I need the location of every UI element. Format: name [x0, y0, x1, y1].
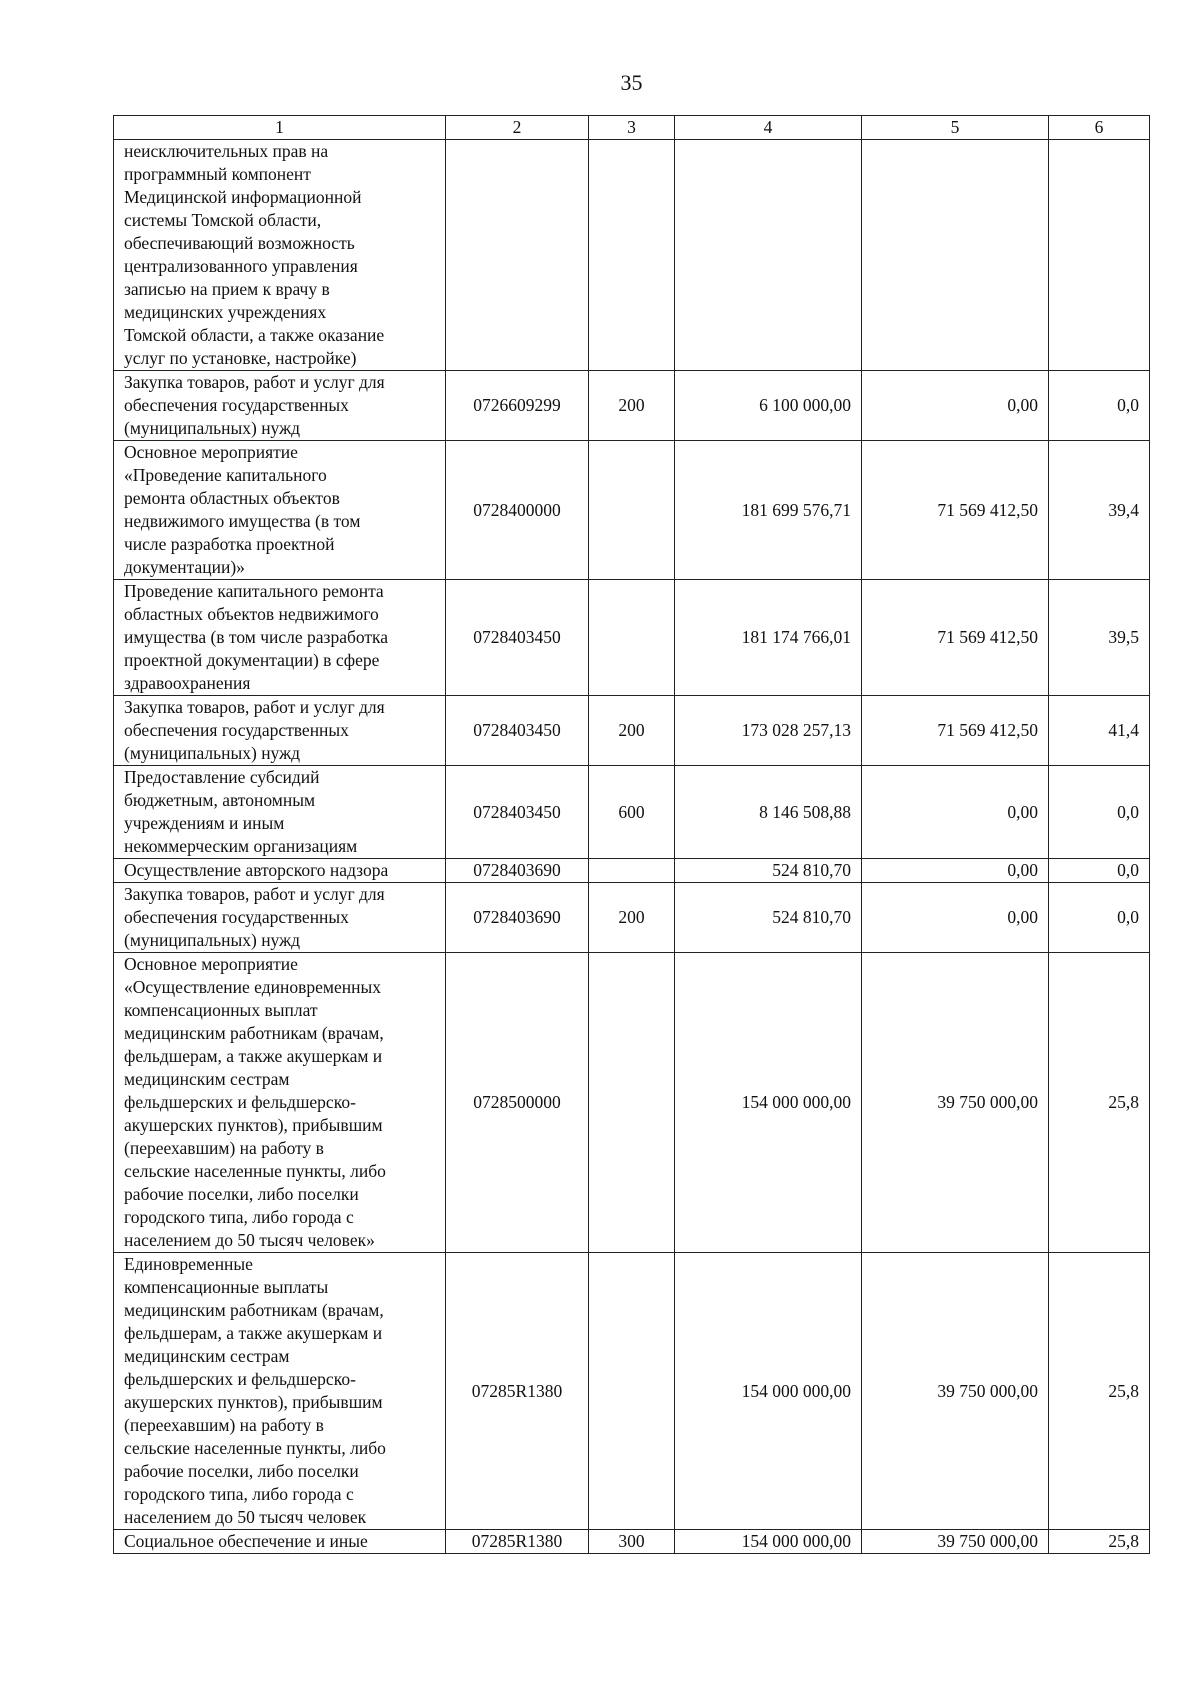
row-code: 07285R1380 [446, 1530, 589, 1554]
row-percent [1049, 140, 1150, 371]
table-row [114, 371, 1150, 441]
row-fact: 0,00 [862, 371, 1049, 441]
row-plan: 524 810,70 [675, 859, 862, 883]
row-plan: 173 028 257,13 [675, 696, 862, 766]
row-name: Закупка товаров, работ и услуг для обеспечения государственных (муниципальных) нужд [114, 696, 446, 766]
header-row [114, 116, 1150, 140]
row-name: Основное мероприятие «Проведение капитального ремонта областных объектов недвижимого имущества (в том числе разработка проектной документации)» [114, 441, 446, 580]
table-row [114, 1253, 1150, 1530]
row-name: Единовременные компенсационные выплаты медицинским работникам (врачам, фельдшерам, а также акушеркам и медицинским сестрам фельдшерских и фельдшерско- акушерских пунктов), прибывшим (переехавшим) на работу в сельские населенные пункты, либо рабочие поселки, либо поселки городского типа, либо города с населением до 50 тысяч человек [114, 1253, 446, 1530]
row-plan: 524 810,70 [675, 883, 862, 953]
row-percent: 0,0 [1049, 859, 1150, 883]
row-type: 300 [589, 1530, 675, 1554]
row-name: Закупка товаров, работ и услуг для обеспечения государственных (муниципальных) нужд [114, 371, 446, 441]
column-header-4: 4 [675, 116, 862, 140]
row-percent: 25,8 [1049, 1530, 1150, 1554]
row-name: Основное мероприятие «Осуществление единовременных компенсационных выплат медицинским работникам (врачам, фельдшерам, а также акушеркам и медицинским сестрам фельдшерских и фельдшерско- акушерских пунктов), прибывшим (переехавшим) на работу в сельские населенные пункты, либо рабочие поселки, либо поселки городского типа, либо города с населением до 50 тысяч человек» [114, 953, 446, 1253]
row-code: 0728400000 [446, 441, 589, 580]
row-fact [862, 140, 1049, 371]
row-percent: 39,5 [1049, 580, 1150, 696]
table-row [114, 1530, 1150, 1554]
row-plan: 154 000 000,00 [675, 953, 862, 1253]
row-fact: 39 750 000,00 [862, 1253, 1049, 1530]
row-type: 200 [589, 696, 675, 766]
budget-table [113, 115, 1150, 1554]
row-name: Закупка товаров, работ и услуг для обеспечения государственных (муниципальных) нужд [114, 883, 446, 953]
row-fact: 71 569 412,50 [862, 696, 1049, 766]
table-row [114, 883, 1150, 953]
row-name: Осуществление авторского надзора [114, 859, 446, 883]
row-percent: 41,4 [1049, 696, 1150, 766]
row-code: 0726609299 [446, 371, 589, 441]
row-type [589, 441, 675, 580]
column-header-5: 5 [862, 116, 1049, 140]
row-percent: 25,8 [1049, 953, 1150, 1253]
row-fact: 39 750 000,00 [862, 953, 1049, 1253]
row-fact: 0,00 [862, 859, 1049, 883]
row-percent: 25,8 [1049, 1253, 1150, 1530]
row-percent: 39,4 [1049, 441, 1150, 580]
column-header-3: 3 [589, 116, 675, 140]
row-type [589, 953, 675, 1253]
row-fact: 71 569 412,50 [862, 580, 1049, 696]
row-code: 0728500000 [446, 953, 589, 1253]
column-header-2: 2 [446, 116, 589, 140]
row-type: 200 [589, 883, 675, 953]
row-plan: 8 146 508,88 [675, 766, 862, 859]
row-code: 0728403690 [446, 883, 589, 953]
row-code: 0728403690 [446, 859, 589, 883]
row-plan: 154 000 000,00 [675, 1253, 862, 1530]
row-name: неисключительных прав на программный компонент Медицинской информационной системы Томской области, обеспечивающий возможность централизованного управления записью на прием к врачу в медицинских учреждениях Томской области, а также оказание услуг по установке, настройке) [114, 140, 446, 371]
row-fact: 71 569 412,50 [862, 441, 1049, 580]
table-row [114, 441, 1150, 580]
row-type [589, 1253, 675, 1530]
row-type: 200 [589, 371, 675, 441]
row-code: 0728403450 [446, 580, 589, 696]
row-percent: 0,0 [1049, 766, 1150, 859]
row-plan [675, 140, 862, 371]
table-row [114, 580, 1150, 696]
row-type: 600 [589, 766, 675, 859]
row-plan: 181 174 766,01 [675, 580, 862, 696]
table-row [114, 859, 1150, 883]
row-plan: 6 100 000,00 [675, 371, 862, 441]
row-type [589, 859, 675, 883]
row-fact: 39 750 000,00 [862, 1530, 1049, 1554]
row-code: 0728403450 [446, 696, 589, 766]
row-code: 0728403450 [446, 766, 589, 859]
row-plan: 181 699 576,71 [675, 441, 862, 580]
table-row [114, 140, 1150, 371]
row-percent: 0,0 [1049, 371, 1150, 441]
row-name: Проведение капитального ремонта областных объектов недвижимого имущества (в том числе разработка проектной документации) в сфере здравоохранения [114, 580, 446, 696]
page-number: 35 [620, 70, 643, 95]
row-type [589, 580, 675, 696]
row-percent: 0,0 [1049, 883, 1150, 953]
row-plan: 154 000 000,00 [675, 1530, 862, 1554]
table-row [114, 766, 1150, 859]
column-header-6: 6 [1049, 116, 1150, 140]
table-row [114, 953, 1150, 1253]
column-header-1: 1 [114, 116, 446, 140]
row-fact: 0,00 [862, 766, 1049, 859]
table-header [114, 116, 1150, 140]
table-body [114, 140, 1150, 1554]
row-code: 07285R1380 [446, 1253, 589, 1530]
row-name: Социальное обеспечение и иные [114, 1530, 446, 1554]
row-type [589, 140, 675, 371]
row-fact: 0,00 [862, 883, 1049, 953]
table-row [114, 696, 1150, 766]
row-code [446, 140, 589, 371]
row-name: Предоставление субсидий бюджетным, автономным учреждениям и иным некоммерческим организациям [114, 766, 446, 859]
